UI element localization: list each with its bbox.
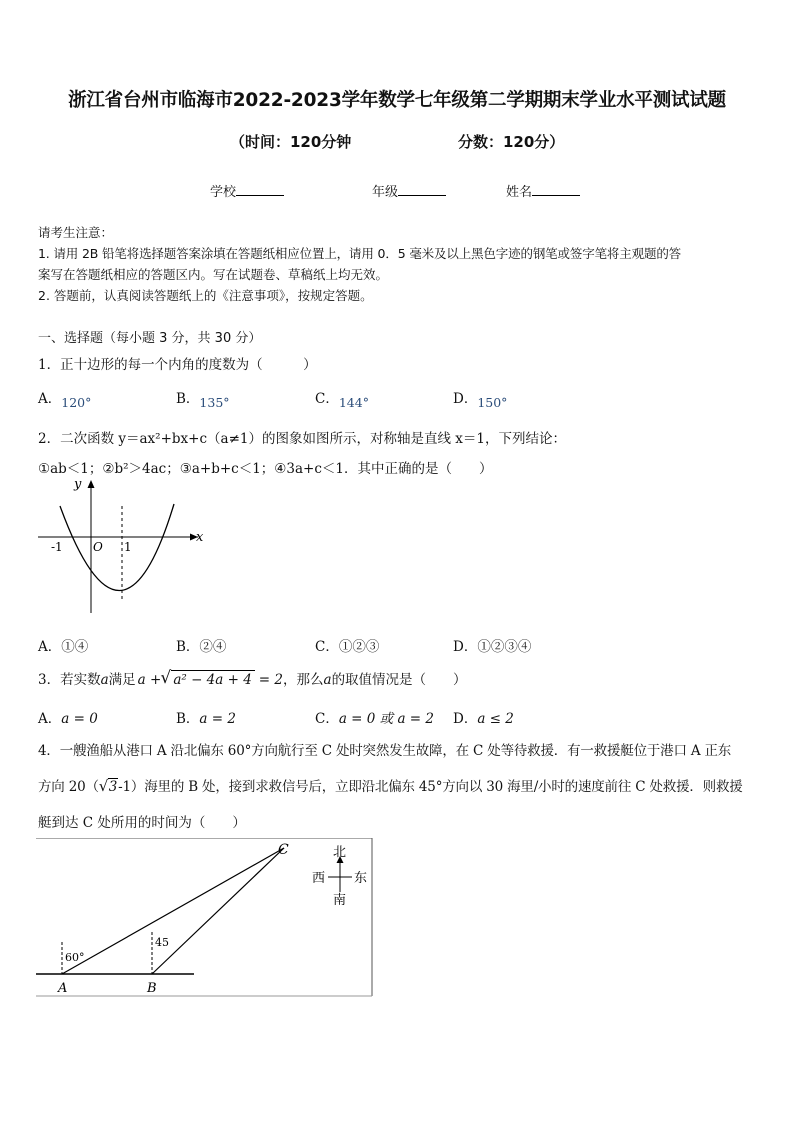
- notice-line-1b: 案写在答题纸相应的答题区内。写在试题卷、草稿纸上均无效。: [38, 267, 389, 282]
- compass-west: 西: [312, 871, 326, 886]
- angle-b-label: 45: [155, 936, 169, 949]
- q4-rescue-figure: [34, 838, 380, 998]
- origin-label: O: [93, 540, 103, 554]
- q3-stem: 3．若实数a满足 a + √ a² − 4a + 4 = 2，那么a的取值情况是（ ）: [38, 668, 467, 688]
- q2-option-a[interactable]: A．①④: [38, 639, 89, 655]
- q1-option-c[interactable]: C．144°: [315, 391, 369, 410]
- name-label: 姓名: [506, 185, 533, 200]
- section-heading: 一、选择题（每小题 3 分，共 30 分）: [38, 331, 262, 346]
- grade-label: 年级: [372, 185, 399, 200]
- q1-option-d[interactable]: D．150°: [453, 391, 508, 410]
- q1-option-b[interactable]: B．135°: [176, 391, 230, 410]
- q1-option-a[interactable]: A．120°: [38, 391, 92, 410]
- q2-option-c[interactable]: C．①②③: [315, 639, 380, 655]
- compass-north: 北: [333, 845, 347, 860]
- q1-stem: 1．正十边形的每一个内角的度数为（ ）: [38, 357, 317, 373]
- q4-stem-line-2: 方向 20（ √ 3-1）海里的 B 处，接到求救信号后，立即沿北偏东 45°方向以 30 海里/小时的速度前往 C 处救援．则救援: [38, 777, 743, 795]
- compass-icon: [328, 856, 352, 892]
- name-field[interactable]: [506, 181, 580, 200]
- q4-stem-line-3: 艇到达 C 处所用的时间为（ ）: [38, 815, 246, 831]
- q4-stem-line-1: 4．一艘渔船从港口 A 沿北偏东 60°方向航行至 C 处时突然发生故障，在 C 处等待救援．有一救援艇位于港口 A 正东: [38, 743, 732, 759]
- exam-score: 分数：120分）: [458, 133, 565, 151]
- q3-option-a[interactable]: A．a = 0: [38, 711, 98, 727]
- compass-south: 南: [333, 893, 347, 908]
- q3-option-c[interactable]: C．a = 0 或 a = 2: [315, 711, 434, 727]
- q3-radical: √ a² − 4a + 4: [171, 670, 254, 688]
- q2-stem: 2．二次函数 y＝ax²+bx+c（a≠1）的图象如图所示，对称轴是直线 x＝1，下列结论：: [38, 431, 566, 447]
- q2-stem-conditions: ①ab＜1；②b²＞4ac；③a+b+c＜1；④3a+c＜1．其中正确的是（ ）: [38, 461, 493, 477]
- tick-neg1: -1: [51, 540, 63, 554]
- point-a-label: A: [58, 981, 68, 996]
- point-c-label: C: [278, 842, 289, 858]
- q3-option-d[interactable]: D．a ≤ 2: [453, 711, 514, 727]
- q2-option-b[interactable]: B．②④: [176, 639, 227, 655]
- compass-east: 东: [354, 871, 368, 886]
- q4-radical: √ 3: [98, 777, 118, 795]
- line-ac: [62, 848, 284, 974]
- q2-parabola-graph: [36, 476, 216, 618]
- grade-field[interactable]: [372, 181, 446, 200]
- parabola-curve: [60, 504, 174, 591]
- notice-heading: 请考生注意：: [38, 225, 114, 240]
- angle-a-label: 60°: [65, 951, 85, 964]
- x-label: x: [196, 530, 204, 545]
- page-title: 浙江省台州市临海市2022-2023学年数学七年级第二学期期末学业水平测试试题: [68, 90, 726, 111]
- school-field[interactable]: [210, 181, 284, 200]
- exam-time: （时间：120分钟: [230, 133, 352, 151]
- y-label: y: [74, 477, 82, 492]
- school-label: 学校: [210, 185, 237, 200]
- point-b-label: B: [147, 981, 157, 996]
- notice-line-2: 2. 答题前，认真阅读答题纸上的《注意事项》，按规定答题。: [38, 288, 373, 303]
- q3-option-b[interactable]: B．a = 2: [176, 711, 236, 727]
- notice-line-1a: 1. 请用 2B 铅笔将选择题答案涂填在答题纸相应位置上，请用 0．5 毫米及以上黑色字迹的钢笔或签字笔将主观题的答: [38, 246, 682, 261]
- tick-1: 1: [124, 540, 132, 554]
- y-axis-arrow-icon: [88, 480, 95, 488]
- q2-option-d[interactable]: D．①②③④: [453, 639, 532, 655]
